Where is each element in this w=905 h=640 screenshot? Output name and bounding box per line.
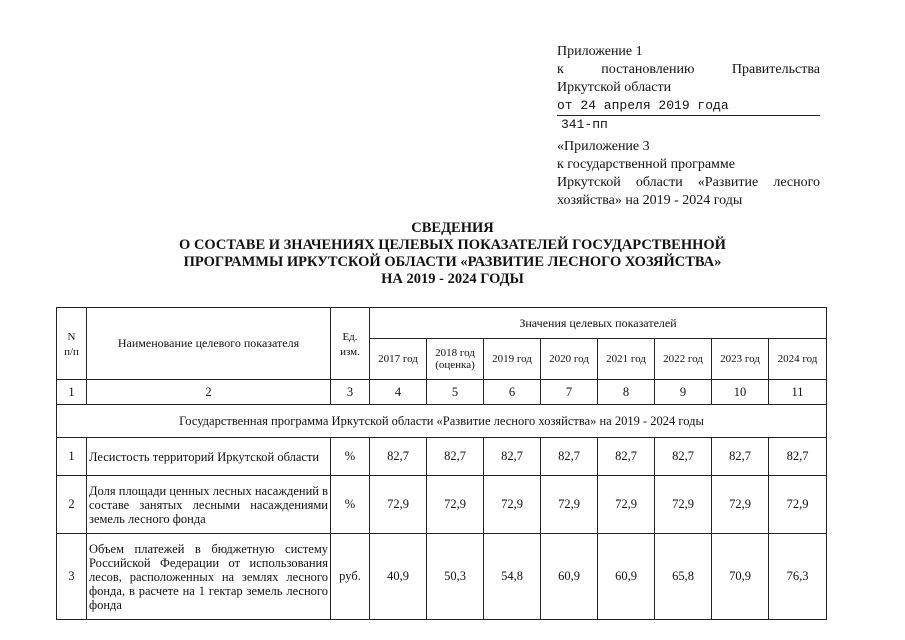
- row-value: 82,7: [541, 438, 598, 476]
- row-unit: руб.: [331, 534, 370, 620]
- row-value: 70,9: [712, 534, 769, 620]
- appendix-line-3: Иркутской области: [557, 80, 672, 95]
- row-value: 72,9: [712, 476, 769, 534]
- resolution-number: 341-пп: [561, 117, 608, 132]
- title-line-3: ПРОГРАММЫ ИРКУТСКОЙ ОБЛАСТИ «РАЗВИТИЕ ЛЕСНОГО ХОЗЯЙСТВА»: [183, 254, 722, 270]
- year-2018: 2018 год (оценка): [427, 339, 484, 380]
- program-title: Государственная программа Иркутской области «Развитие лесного хозяйства» на 2019 - 2024 годы: [57, 405, 827, 438]
- document-title: [80, 220, 825, 288]
- index-cell: 9: [655, 380, 712, 405]
- index-cell: 10: [712, 380, 769, 405]
- row-value: 72,9: [484, 476, 541, 534]
- appendix-line-2: [557, 61, 820, 79]
- row-unit: %: [331, 438, 370, 476]
- index-cell: 5: [427, 380, 484, 405]
- row-value: 82,7: [712, 438, 769, 476]
- appendix-line-2-word-1: к: [557, 62, 564, 77]
- appendix-line-7: к государственной программе: [557, 157, 735, 172]
- year-2017: 2017 год: [370, 339, 427, 380]
- row-value: 82,7: [655, 438, 712, 476]
- row-value: 72,9: [427, 476, 484, 534]
- appendix-line-1: Приложение 1: [557, 44, 643, 59]
- row-value: 82,7: [370, 438, 427, 476]
- appendix-header: [557, 43, 820, 210]
- index-cell: 4: [370, 380, 427, 405]
- year-2020: 2020 год: [541, 339, 598, 380]
- header-num: N п/п: [57, 308, 87, 380]
- row-value: 72,9: [655, 476, 712, 534]
- title-line-4: НА 2019 - 2024 ГОДЫ: [381, 271, 524, 287]
- row-value: 82,7: [769, 438, 827, 476]
- program-row: [57, 405, 827, 438]
- index-cell: 1: [57, 380, 87, 405]
- year-2024: 2024 год: [769, 339, 827, 380]
- index-row: [57, 380, 827, 405]
- row-value: 72,9: [769, 476, 827, 534]
- year-2022: 2022 год: [655, 339, 712, 380]
- header-unit: Ед. изм.: [331, 308, 370, 380]
- indicators-table: [56, 307, 827, 620]
- table-row: [57, 476, 827, 534]
- appendix-line-6: «Приложение 3: [557, 139, 650, 154]
- row-num: 1: [57, 438, 87, 476]
- row-value: 60,9: [541, 534, 598, 620]
- row-unit: %: [331, 476, 370, 534]
- appendix-line-2-word-2: постановлению: [601, 62, 695, 77]
- index-cell: 3: [331, 380, 370, 405]
- title-line-2: О СОСТАВЕ И ЗНАЧЕНИЯХ ЦЕЛЕВЫХ ПОКАЗАТЕЛЕЙ ГОСУДАРСТВЕННОЙ: [179, 237, 726, 253]
- title-line-1: СВЕДЕНИЯ: [411, 220, 494, 236]
- appendix-line-2-word-3: Правительства: [731, 62, 820, 77]
- row-value: 40,9: [370, 534, 427, 620]
- row-value: 72,9: [541, 476, 598, 534]
- appendix-line-8: Иркутской области «Развитие лесного: [557, 175, 820, 190]
- table-row: [57, 534, 827, 620]
- index-cell: 2: [87, 380, 331, 405]
- row-num: 3: [57, 534, 87, 620]
- row-value: 65,8: [655, 534, 712, 620]
- row-name: Объем платежей в бюджетную систему Российской Федерации от использования лесов, расположенных на землях лесного фонда, в расчете на 1 гектар земель лесного фонда: [87, 534, 331, 620]
- row-value: 72,9: [370, 476, 427, 534]
- year-2019: 2019 год: [484, 339, 541, 380]
- row-value: 82,7: [484, 438, 541, 476]
- row-value: 54,8: [484, 534, 541, 620]
- row-value: 50,3: [427, 534, 484, 620]
- index-cell: 8: [598, 380, 655, 405]
- year-2023: 2023 год: [712, 339, 769, 380]
- row-name: Лесистость территорий Иркутской области: [87, 438, 331, 476]
- index-cell: 6: [484, 380, 541, 405]
- row-name: Доля площади ценных лесных насаждений в составе занятых лесными насаждениями земель лесного фонда: [87, 476, 331, 534]
- header-values: Значения целевых показателей: [370, 308, 827, 339]
- row-value: 60,9: [598, 534, 655, 620]
- appendix-line-9: хозяйства» на 2019 - 2024 годы: [557, 193, 743, 208]
- row-value: 72,9: [598, 476, 655, 534]
- table-row: [57, 438, 827, 476]
- year-2021: 2021 год: [598, 339, 655, 380]
- row-value: 76,3: [769, 534, 827, 620]
- index-cell: 7: [541, 380, 598, 405]
- index-cell: 11: [769, 380, 827, 405]
- row-value: 82,7: [427, 438, 484, 476]
- row-value: 82,7: [598, 438, 655, 476]
- resolution-date: от 24 апреля 2019 года: [557, 97, 820, 116]
- row-num: 2: [57, 476, 87, 534]
- header-name: Наименование целевого показателя: [87, 308, 331, 380]
